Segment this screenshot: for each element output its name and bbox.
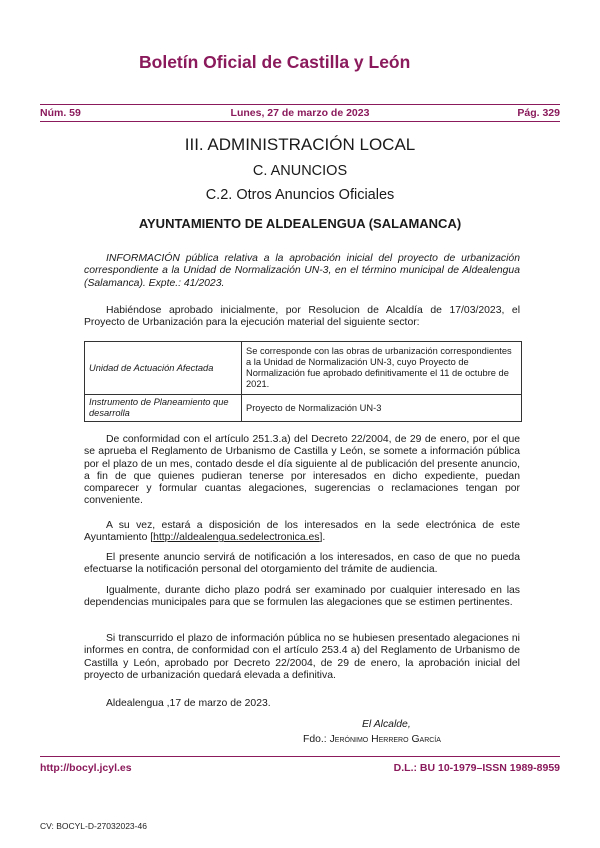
paragraph-approval: Habiéndose aprobado inicialmente, por Resolucion de Alcaldía de 17/03/2023, el Proyecto de Urbanización para la ejecución material del siguiente sector: <box>84 305 520 329</box>
issue-date: Lunes, 27 de marzo de 2023 <box>230 107 370 119</box>
footer-rule <box>40 756 560 757</box>
paragraph-definitive: Si transcurrido el plazo de información pública no se hubiesen presentado alegaciones ni informes en contra, de conformidad con el artículo 253.4 a) del Reglamento de Urbanismo de Castilla y León, aprobado por Decreto 22/2004, de 29 de enero, la aprobación inicial del proyecto de urbanización quedará elevada a definitiva. <box>84 633 520 681</box>
signatory-name: Jerónimo Herrero García <box>329 734 441 745</box>
header-top-rule <box>40 104 560 105</box>
subsection-heading: C. ANUNCIOS <box>252 163 348 179</box>
bulletin-title: Boletín Oficial de Castilla y León <box>139 52 411 72</box>
table-cell-label: Instrumento de Planeamiento que desarrolla <box>85 395 242 422</box>
signatory-prefix: Fdo.: <box>303 734 330 745</box>
page-number: Pág. 329 <box>517 107 560 119</box>
text-after-link: ]. <box>319 532 326 544</box>
place-date: Aldealengua ,17 de marzo de 2023. <box>106 698 271 709</box>
entity-heading: AYUNTAMIENTO DE ALDEALENGUA (SALAMANCA) <box>138 216 462 231</box>
issue-number: Núm. 59 <box>40 107 81 119</box>
header-bottom-rule <box>40 121 560 122</box>
bocyl-url-link[interactable]: http://bocyl.jcyl.es <box>40 762 132 774</box>
table-cell-value: Se corresponde con las obras de urbanización correspondientes a la Unidad de Normalización UN-3, cuyo Proyecto de Normalización fue aprobado definitivamente el 11 de octubre de 2021. <box>242 342 522 395</box>
table-row <box>85 395 522 422</box>
paragraph-examination: Igualmente, durante dicho plazo podrá ser examinado por cualquier interesado en las dependencias municipales para que se formulen las alegaciones que se estimen pertinentes. <box>84 585 520 609</box>
paragraph-electronic-office <box>84 520 520 545</box>
summary-paragraph: INFORMACIÓN pública relativa a la aprobación inicial del proyecto de urbanización correspondiente a la Unidad de Normalización UN-3, en el término municipal de Aldealengua (Salamanca). Expte.: 41/2023. <box>84 253 520 289</box>
subsubsection-heading: C.2. Otros Anuncios Oficiales <box>205 187 395 203</box>
section-heading: III. ADMINISTRACIÓN LOCAL <box>184 135 416 154</box>
table-cell-label: Unidad de Actuación Afectada <box>85 342 242 395</box>
text-before-link: A su vez, estará a disposición de los interesados en la sede electrónica de este Ayuntamiento [ <box>84 520 520 544</box>
paragraph-notification: El presente anuncio servirá de notificación a los interesados, en caso de que no pueda efectuarse la notificación personal del otorgamiento del trámite de audiencia. <box>84 552 520 576</box>
table-cell-value: Proyecto de Normalización UN-3 <box>242 395 522 422</box>
paragraph-public-info: De conformidad con el artículo 251.3.a) del Decreto 22/2004, de 29 de enero, por el que se aprueba el Reglamento de Urbanismo de Castilla y León, se somete a información pública por el plazo de un mes, contado desde el día siguiente al de publicación del presente anuncio, a fin de que quienes pudieran tenerse por interesados en dicho expediente, puedan comparecer y formular cuantas alegaciones, sugerencias o reclamaciones tengan por conveniente. <box>84 434 520 507</box>
cv-code: CV: BOCYL-D-27032023-46 <box>40 821 147 831</box>
signatory-role: El Alcalde, <box>362 719 411 730</box>
legal-deposit: D.L.: BU 10-1979–ISSN 1989-8959 <box>393 762 560 774</box>
table-row <box>85 342 522 395</box>
sede-electronica-link[interactable]: http://aldealengua.sedelectronica.es <box>153 532 320 544</box>
sector-table <box>84 341 522 422</box>
signatory-line <box>303 734 441 745</box>
